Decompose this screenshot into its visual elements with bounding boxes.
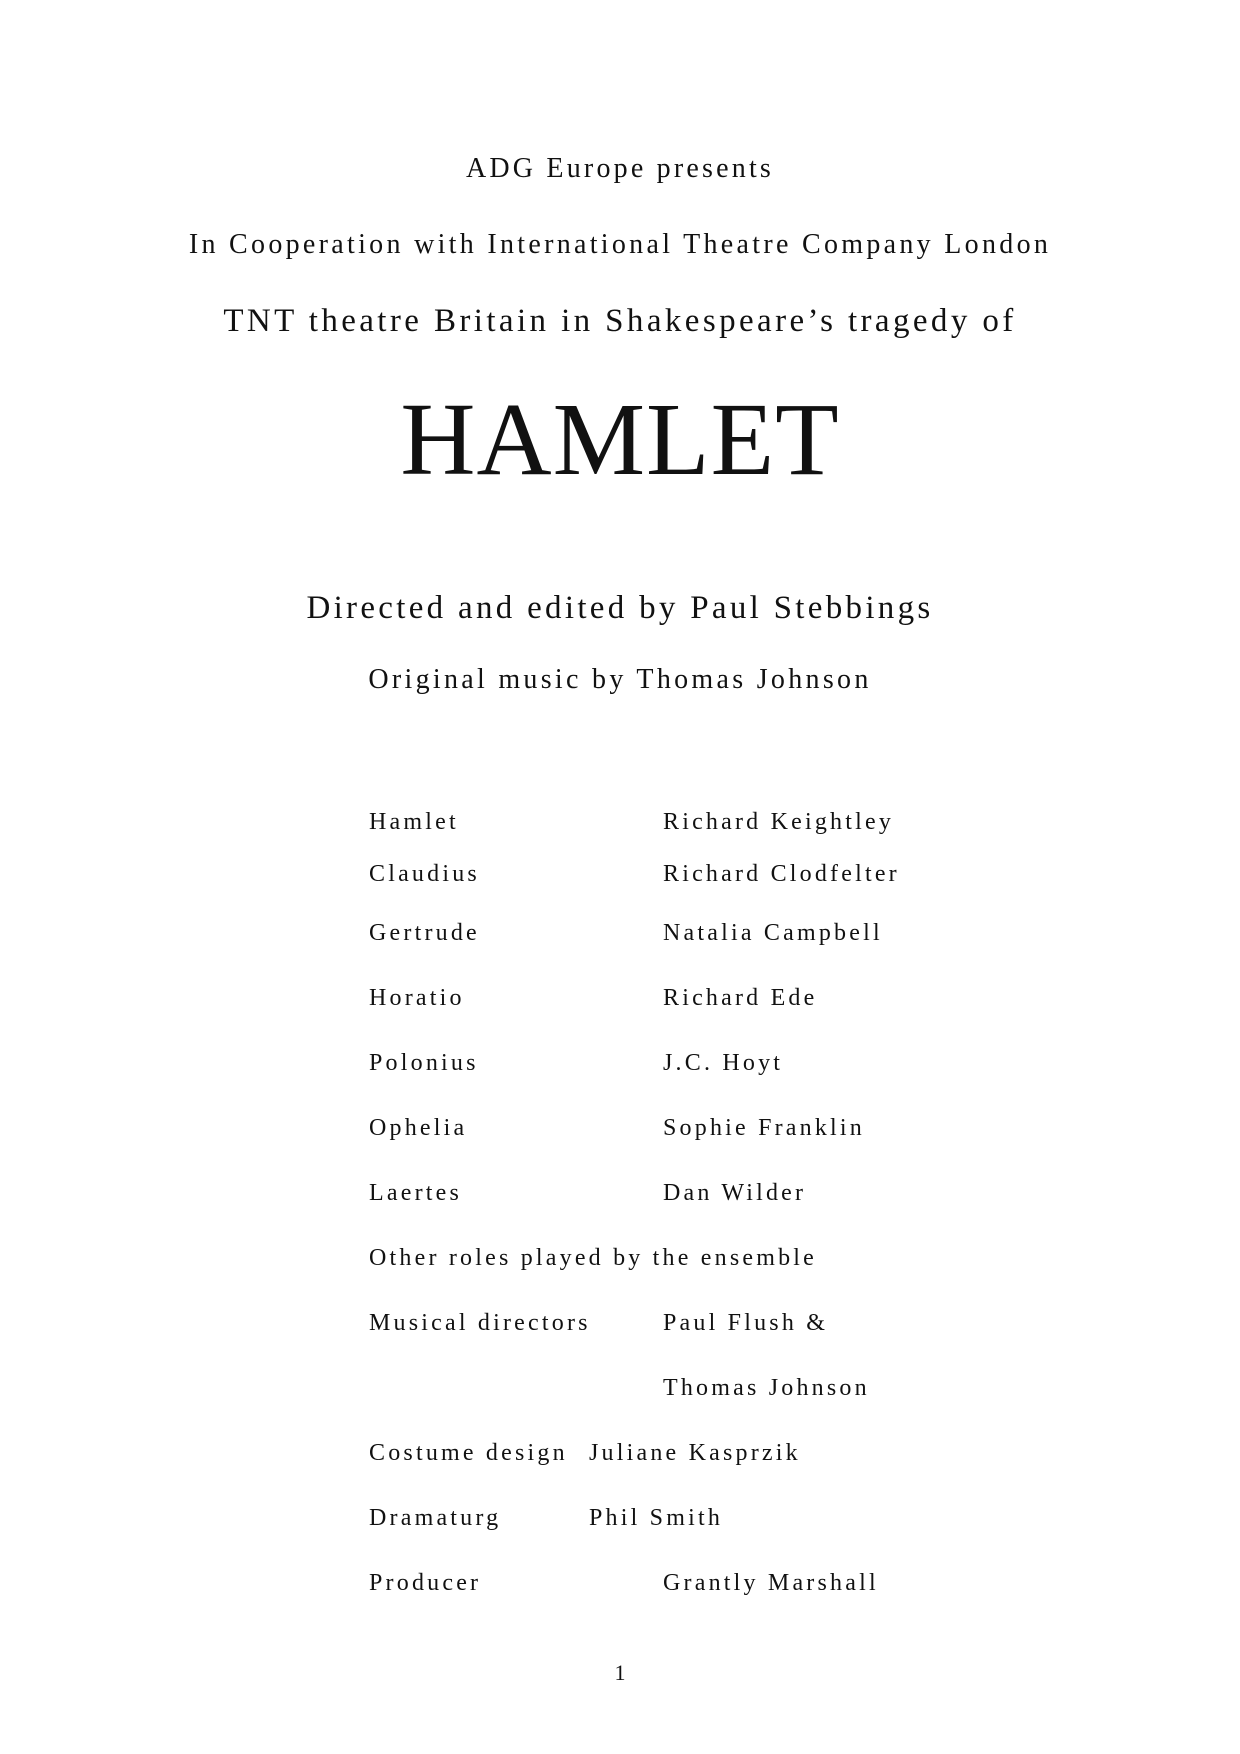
cast-role-hamlet: Hamlet [369,809,459,835]
ensemble-note: Other roles played by the ensemble [369,1245,818,1271]
crew-name-musical-director-1: Paul Flush & [663,1310,829,1336]
cast-role-gertrude: Gertrude [369,920,480,946]
crew-role-costume-design: Costume design [369,1440,568,1466]
crew-role-musical-directors: Musical directors [369,1310,591,1336]
cooperation-line: In Cooperation with International Theatre Company London [188,229,1052,260]
cast-name-horatio: Richard Ede [663,985,818,1011]
cast-name-ophelia: Sophie Franklin [663,1115,865,1141]
page-number: 1 [614,1660,626,1685]
cast-name-gertrude: Natalia Campbell [663,920,883,946]
presenter-line: ADG Europe presents [465,153,775,184]
music-credit: Original music by Thomas Johnson [368,664,872,695]
crew-role-producer: Producer [369,1570,482,1596]
cast-role-horatio: Horatio [369,985,465,1011]
crew-name-costume-design: Juliane Kasprzik [589,1440,801,1466]
cast-name-hamlet: Richard Keightley [663,809,895,835]
crew-name-musical-director-2: Thomas Johnson [663,1375,870,1401]
cast-role-ophelia: Ophelia [369,1115,468,1141]
director-credit: Directed and edited by Paul Stebbings [306,590,934,626]
company-line: TNT theatre Britain in Shakespeare’s tragedy of [223,303,1017,339]
cast-name-polonius: J.C. Hoyt [663,1050,784,1076]
crew-role-dramaturg: Dramaturg [369,1505,502,1531]
cast-name-laertes: Dan Wilder [663,1180,807,1206]
play-title: HAMLET [400,382,840,497]
cast-role-laertes: Laertes [369,1180,463,1206]
cast-role-polonius: Polonius [369,1050,479,1076]
cast-role-claudius: Claudius [369,861,480,887]
crew-name-producer: Grantly Marshall [663,1570,879,1596]
crew-name-dramaturg: Phil Smith [589,1505,724,1531]
cast-name-claudius: Richard Clodfelter [663,861,900,887]
